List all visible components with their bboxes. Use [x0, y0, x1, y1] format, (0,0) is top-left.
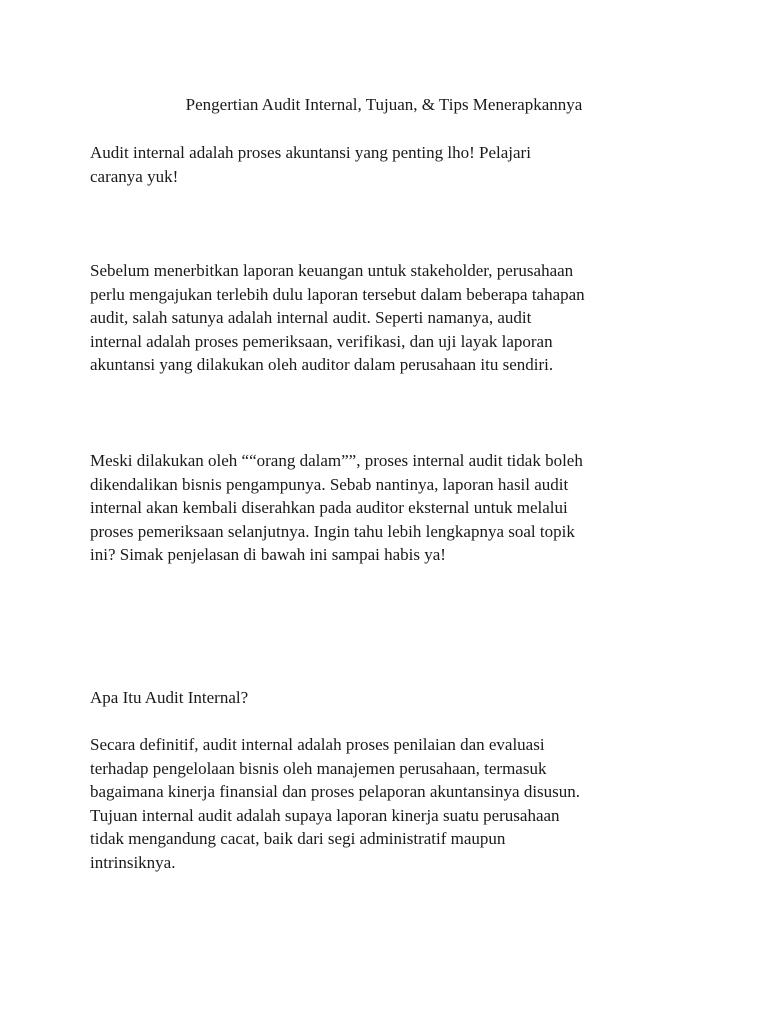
body-paragraph-3: Secara definitif, audit internal adalah proses penilaian dan evaluasi terhadap pengelolaan bisnis oleh manajemen perusahaan, termasuk bagaimana kinerja finansial dan proses pelaporan akuntansinya disusun. Tujuan internal audit adalah supaya laporan kinerja suatu perusahaan tidak mengandung cacat, baik dari segi administratif maupun intrinsiknya.: [90, 735, 581, 872]
body-paragraph-2: Meski dilakukan oleh ““orang dalam””, proses internal audit tidak boleh dikendalikan bisnis pengampunya. Sebab nantinya, laporan hasil audit internal akan kembali diserahkan pada auditor eksternal untuk melalui proses pemeriksaan selanjutnya. Ingin tahu lebih lengkapnya soal topik ini? Simak penjelasan di bawah ini sampai habis ya!: [90, 451, 583, 565]
body-paragraph-1: Sebelum menerbitkan laporan keuangan untuk stakeholder, perusahaan perlu mengajukan terlebih dulu laporan tersebut dalam beberapa tahapan audit, salah satunya adalah internal audit. Seperti namanya, audit internal adalah proses pemeriksaan, verifikasi, dan uji layak laporan akuntansi yang dilakukan oleh auditor dalam perusahaan itu sendiri.: [90, 261, 585, 375]
document-title: Pengertian Audit Internal, Tujuan, & Tips Menerapkannya: [185, 95, 583, 114]
section-heading: Apa Itu Audit Internal?: [90, 688, 249, 707]
intro-paragraph: Audit internal adalah proses akuntansi yang penting lho! Pelajari caranya yuk!: [90, 143, 531, 186]
